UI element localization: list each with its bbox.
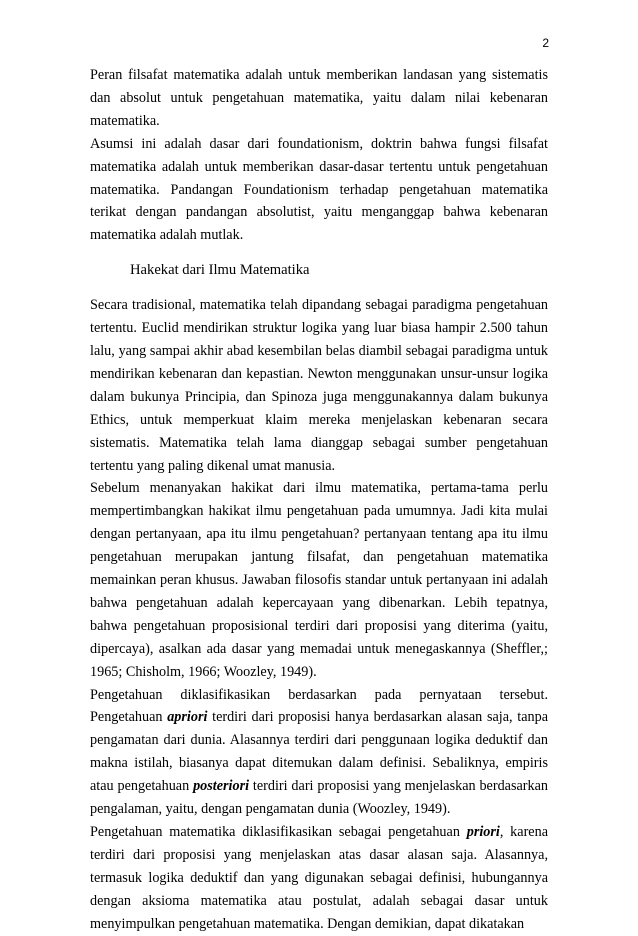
- text-segment: Pengetahuan: [90, 709, 168, 726]
- term-priori: priori: [466, 824, 500, 840]
- term-apriori: apriori: [167, 709, 208, 726]
- text-segment: , karena terdiri dari proposisi yang menjelaskan atas dasar alasan saja. Alasannya, termasuk logika deduktif dan yang digunakan sebagai definisi, hubungannya dengan aksioma matematika atau postulat, adalah sebagai dasar untuk menyimpulkan pengetahuan matematika. Dengan demikian, dapat dikatakan: [90, 824, 548, 932]
- paragraph-knowledge: Sebelum menanyakan hakikat dari ilmu matematika, pertama-tama perlu mempertimbangkan hakikat ilmu pengetahuan pada umumnya. Jadi kita mulai dengan pertanyaan, apa itu ilmu pengetahuan? pertanyaan tentang apa itu ilmu pengetahuan merupakan jantung filsafat, dan pengetahuan matematika memainkan peran khusus. Jawaban filosofis standar untuk pertanyaan ini adalah bahwa pengetahuan adalah kepercayaan yang dibenarkan. Lebih tepatnya, bahwa pengetahuan proposisional terdiri dari proposisi yang diterima (yaitu, dipercaya), asalkan ada dasar yang memadai untuk menegaskannya (Sheffler,; 1965; Chisholm, 1966; Woozley, 1949).: [90, 480, 548, 680]
- paragraph-tradition: Secara tradisional, matematika telah dipandang sebagai paradigma pengetahuan tertentu. Euclid mendirikan struktur logika yang luar biasa hampir 2.500 tahun lalu, yang sampai akhir abad kesembilan belas diambil sebagai paradigma untuk mendirikan kebenaran dan kepastian. Newton menggunakan unsur-unsur logika dalam bukunya Principia, dan Spinoza juga menggunakannya dalam bukunya Ethics, untuk memperkuat klaim mereka menjelaskan kebenaran secara sistematis. Matematika telah lama dianggap sebagai sumber pengetahuan tertentu yang paling dikenal umat manusia.: [90, 297, 548, 474]
- paragraph-intro: Peran filsafat matematika adalah untuk memberikan landasan yang sistematis dan absolut untuk pengetahuan matematika, yaitu dalam nilai kebenaran matematika.: [90, 67, 548, 129]
- term-posteriori: posteriori: [193, 778, 250, 795]
- text-segment: terdiri dari proposisi yang menjelaskan berdasarkan pengalaman, yaitu, dengan pengamatan dunia (Woozley, 1949).: [90, 778, 548, 818]
- paragraph-foundationism: Asumsi ini adalah dasar dari foundationism, doktrin bahwa fungsi filsafat matematika adalah untuk memberikan dasar-dasar tertentu untuk pengetahuan matematika. Pandangan Foundationism terhadap pengetahuan matematika terikat dengan pandangan absolutist, yaitu menganggap bahwa kebenaran matematika adalah mutlak.: [90, 135, 548, 244]
- section-heading: Hakekat dari Ilmu Matematika: [130, 262, 310, 279]
- text-segment: terdiri dari proposisi hanya berdasarkan alasan saja, tanpa pengamatan dari dunia. Alasannya terdiri dari penggunaan logika deduktif dan makna istilah, biasanya dapat ditemukan dalam definisi. Sebaliknya, empiris atau pengetahuan: [90, 709, 548, 795]
- body-text: [90, 64, 548, 936]
- page-number: 2: [542, 36, 549, 50]
- paragraph-classification: Pengetahuan diklasifikasikan berdasarkan pada pernyataan tersebut.: [90, 686, 548, 703]
- paragraph-math-knowledge: [90, 821, 548, 936]
- paragraph-apriori: [90, 706, 548, 821]
- text-segment: Pengetahuan matematika diklasifikasikan sebagai pengetahuan: [90, 824, 467, 840]
